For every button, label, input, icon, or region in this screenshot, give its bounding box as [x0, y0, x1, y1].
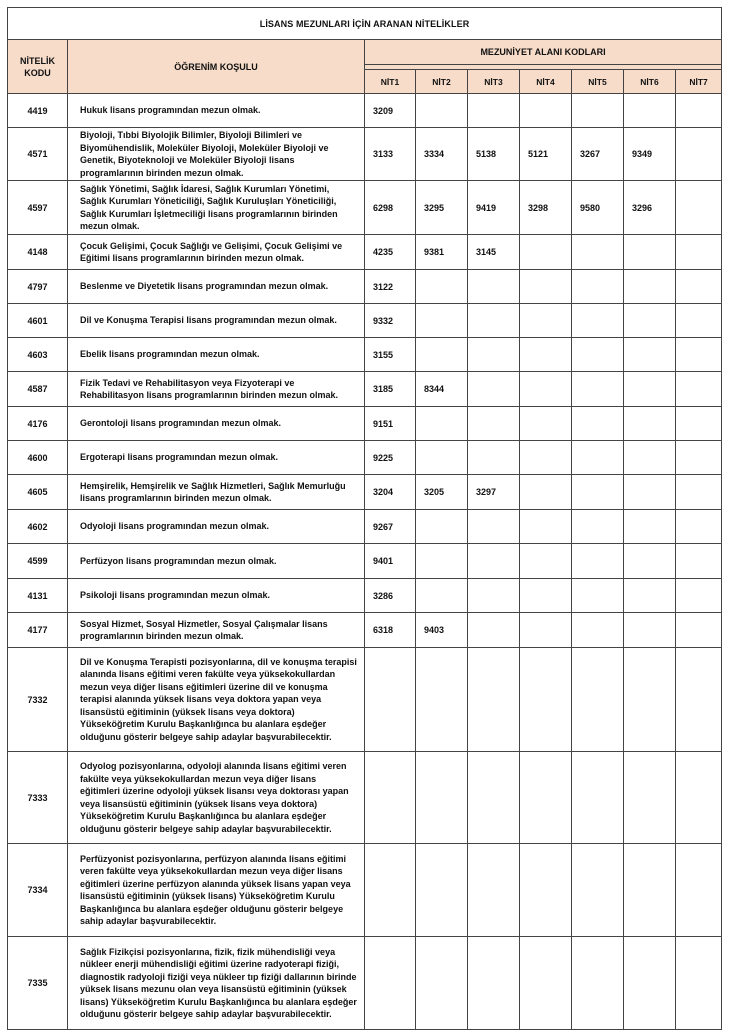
nit7-value-cell [676, 441, 722, 475]
table-row [8, 304, 722, 338]
nit5-value-cell [572, 648, 624, 752]
nit-column-header: NİT7 [676, 70, 722, 94]
nit4-value-cell [520, 338, 572, 372]
table-row [8, 544, 722, 579]
nit2-value-cell: 9381 [416, 235, 468, 270]
nit4-value-cell: 3298 [520, 181, 572, 235]
nit6-value-cell [624, 648, 676, 752]
table-row [8, 613, 722, 648]
table-row [8, 338, 722, 372]
nit7-value-cell [676, 304, 722, 338]
nit1-value-cell: 3185 [365, 372, 416, 407]
nit1-value-cell: 3133 [365, 128, 416, 181]
nit3-value-cell [468, 270, 520, 304]
nitelik-code-cell: 4599 [8, 544, 68, 579]
nit-column-header: NİT2 [416, 70, 468, 94]
nit6-value-cell [624, 338, 676, 372]
ogrenim-kosulu-cell: Perfüzyon lisans programından mezun olmak. [68, 544, 365, 579]
nit4-value-cell [520, 579, 572, 613]
nit5-value-cell [572, 270, 624, 304]
mezuniyet-alani-header: MEZUNİYET ALANI KODLARI [365, 40, 722, 65]
nit6-value-cell: 3296 [624, 181, 676, 235]
nit2-value-cell [416, 579, 468, 613]
nitelik-code-cell: 4148 [8, 235, 68, 270]
nit7-value-cell [676, 544, 722, 579]
nit7-value-cell [676, 181, 722, 235]
nitelik-code-cell: 4597 [8, 181, 68, 235]
table-row [8, 475, 722, 510]
nit1-value-cell: 9401 [365, 544, 416, 579]
nit-column-header: NİT6 [624, 70, 676, 94]
table-row [8, 844, 722, 937]
nitelik-code-cell: 4603 [8, 338, 68, 372]
nit4-value-cell [520, 372, 572, 407]
ogrenim-kosulu-cell: Ergoterapi lisans programından mezun olmak. [68, 441, 365, 475]
nit5-value-cell [572, 544, 624, 579]
nit1-value-cell: 9267 [365, 510, 416, 544]
nit5-value-cell [572, 613, 624, 648]
nit7-value-cell [676, 613, 722, 648]
nitelik-code-cell: 4177 [8, 613, 68, 648]
nit3-value-cell [468, 304, 520, 338]
nit4-value-cell [520, 270, 572, 304]
nit4-value-cell [520, 235, 572, 270]
nitelik-kodu-header [8, 40, 68, 94]
table-row [8, 752, 722, 844]
nit3-value-cell [468, 94, 520, 128]
nit-column-header: NİT1 [365, 70, 416, 94]
nit5-value-cell [572, 235, 624, 270]
nit2-value-cell [416, 937, 468, 1030]
nit2-value-cell [416, 844, 468, 937]
nit5-value-cell [572, 579, 624, 613]
nitelik-code-cell: 7334 [8, 844, 68, 937]
nit4-value-cell [520, 475, 572, 510]
nit7-value-cell [676, 475, 722, 510]
nit3-value-cell [468, 407, 520, 441]
nit7-value-cell [676, 752, 722, 844]
nit7-value-cell [676, 338, 722, 372]
nit1-value-cell: 9151 [365, 407, 416, 441]
nit7-value-cell [676, 407, 722, 441]
ogrenim-kosulu-cell: Hukuk lisans programından mezun olmak. [68, 94, 365, 128]
qualifications-table-wrapper [7, 7, 721, 1030]
ogrenim-kosulu-cell: Sağlık Fizikçisi pozisyonlarına, fizik, fizik mühendisliği veya nükleer enerji mühendisliği eğitimi üzerine radyoterapi fiziği, diagnostik radyoloji fiziği veya nükleer tıp fiziği dallarının birinde yüksek lisans mezunu olan veya lisansüstü eğitiminin (yüksek lisans) Yükseköğretim Kurulu Başkanlığınca bu alanlara eşdeğer olduğunu gösterir belgeye sahip adaylar başvurabilecektir. [68, 937, 365, 1030]
table-row [8, 128, 722, 181]
nit3-value-cell [468, 441, 520, 475]
nit5-value-cell [572, 441, 624, 475]
nit4-value-cell [520, 304, 572, 338]
nit4-value-cell [520, 937, 572, 1030]
nit6-value-cell [624, 937, 676, 1030]
nit7-value-cell [676, 648, 722, 752]
table-row [8, 648, 722, 752]
table-row [8, 372, 722, 407]
nit5-value-cell [572, 475, 624, 510]
nit4-value-cell [520, 648, 572, 752]
nitelik-code-cell: 4176 [8, 407, 68, 441]
nit2-value-cell: 3205 [416, 475, 468, 510]
table-row [8, 441, 722, 475]
table-title: LİSANS MEZUNLARI İÇİN ARANAN NİTELİKLER [8, 8, 722, 40]
nit1-value-cell: 4235 [365, 235, 416, 270]
ogrenim-kosulu-cell: Sağlık Yönetimi, Sağlık İdaresi, Sağlık Kurumları Yönetimi, Sağlık Kurumları Yöneticiliği, Sağlık Kuruluşları Yöneticiliği, Sağlık Kurumları İşletmeciliği lisans programlarının birinden mezun olmak. [68, 181, 365, 235]
nit3-value-cell [468, 648, 520, 752]
nit7-value-cell [676, 235, 722, 270]
nit4-value-cell [520, 752, 572, 844]
nit1-value-cell: 9332 [365, 304, 416, 338]
nit3-value-cell: 5138 [468, 128, 520, 181]
nit6-value-cell [624, 579, 676, 613]
nit3-value-cell [468, 338, 520, 372]
nit4-value-cell [520, 510, 572, 544]
nit5-value-cell [572, 94, 624, 128]
table-row [8, 235, 722, 270]
nitelik-code-cell: 7332 [8, 648, 68, 752]
nit6-value-cell: 9349 [624, 128, 676, 181]
nit7-value-cell [676, 510, 722, 544]
nit2-value-cell: 9403 [416, 613, 468, 648]
nit3-value-cell: 3145 [468, 235, 520, 270]
nit4-value-cell [520, 613, 572, 648]
nit5-value-cell: 3267 [572, 128, 624, 181]
nitelik-code-cell: 4571 [8, 128, 68, 181]
nit1-value-cell: 3209 [365, 94, 416, 128]
nit4-value-cell [520, 844, 572, 937]
ogrenim-kosulu-cell: Psikoloji lisans programından mezun olmak. [68, 579, 365, 613]
ogrenim-kosulu-cell: Sosyal Hizmet, Sosyal Hizmetler, Sosyal Çalışmalar lisans programlarının birinden mezun olmak. [68, 613, 365, 648]
nit2-value-cell [416, 752, 468, 844]
nit2-value-cell: 3334 [416, 128, 468, 181]
nit-column-header: NİT4 [520, 70, 572, 94]
nit6-value-cell [624, 613, 676, 648]
nit7-value-cell [676, 372, 722, 407]
nit7-value-cell [676, 94, 722, 128]
nit2-value-cell: 3295 [416, 181, 468, 235]
nit4-value-cell [520, 407, 572, 441]
nit1-value-cell: 3204 [365, 475, 416, 510]
table-row [8, 94, 722, 128]
nit3-value-cell [468, 613, 520, 648]
nit1-value-cell [365, 648, 416, 752]
ogrenim-kosulu-cell: Gerontoloji lisans programından mezun olmak. [68, 407, 365, 441]
nit2-value-cell [416, 338, 468, 372]
nitelik-code-cell: 4587 [8, 372, 68, 407]
nit6-value-cell [624, 372, 676, 407]
ogrenim-kosulu-cell: Dil ve Konuşma Terapisi lisans programından mezun olmak. [68, 304, 365, 338]
nit5-value-cell [572, 372, 624, 407]
table-row [8, 579, 722, 613]
ogrenim-kosulu-cell: Odyoloji lisans programından mezun olmak. [68, 510, 365, 544]
nit3-value-cell [468, 844, 520, 937]
nit6-value-cell [624, 304, 676, 338]
nit5-value-cell [572, 937, 624, 1030]
nit5-value-cell: 9580 [572, 181, 624, 235]
nit7-value-cell [676, 128, 722, 181]
nit4-value-cell [520, 94, 572, 128]
nit1-value-cell: 6318 [365, 613, 416, 648]
nit6-value-cell [624, 235, 676, 270]
nit6-value-cell [624, 407, 676, 441]
nit3-value-cell [468, 579, 520, 613]
nit6-value-cell [624, 441, 676, 475]
nit2-value-cell [416, 270, 468, 304]
nit2-value-cell [416, 510, 468, 544]
nit7-value-cell [676, 579, 722, 613]
nit3-value-cell: 9419 [468, 181, 520, 235]
nit1-value-cell [365, 752, 416, 844]
nit6-value-cell [624, 94, 676, 128]
nit7-value-cell [676, 270, 722, 304]
nitelik-code-cell: 4797 [8, 270, 68, 304]
table-row [8, 407, 722, 441]
nit1-value-cell [365, 937, 416, 1030]
nit7-value-cell [676, 937, 722, 1030]
nit1-value-cell: 6298 [365, 181, 416, 235]
table-body [8, 94, 722, 1030]
nit2-value-cell [416, 94, 468, 128]
nit3-value-cell: 3297 [468, 475, 520, 510]
nitelik-code-cell: 4602 [8, 510, 68, 544]
nit1-value-cell: 3122 [365, 270, 416, 304]
nit1-value-cell: 9225 [365, 441, 416, 475]
ogrenim-kosulu-cell: Odyolog pozisyonlarına, odyoloji alanında lisans eğitimi veren fakülte veya yüksekokullardan mezun veya diğer lisans eğitimleri üzerine odyoloji yüksek lisansı veya doktorası yapan veya lisansüstü eğitiminin (yüksek lisans veya doktora) Yükseköğretim Kurulu Başkanlığınca bu alanlara eşdeğer olduğunu gösterir belgeye sahip adaylar başvurabilecektir. [68, 752, 365, 844]
nit6-value-cell [624, 544, 676, 579]
ogrenim-kosulu-cell: Biyoloji, Tıbbi Biyolojik Bilimler, Biyoloji Bilimleri ve Biyomühendislik, Moleküler Biyoloji, Moleküler Biyoloji ve Genetik, Biyoteknoloji ve Moleküler Biyoloji lisans programlarının birinden mezun olmak. [68, 128, 365, 181]
nit6-value-cell [624, 844, 676, 937]
nit2-value-cell [416, 304, 468, 338]
ogrenim-kosulu-cell: Fizik Tedavi ve Rehabilitasyon veya Fizyoterapi ve Rehabilitasyon lisans programlarının birinden mezun olmak. [68, 372, 365, 407]
ogrenim-kosulu-cell: Hemşirelik, Hemşirelik ve Sağlık Hizmetleri, Sağlık Memurluğu lisans programlarının birinden mezun olmak. [68, 475, 365, 510]
nit2-value-cell: 8344 [416, 372, 468, 407]
nitelik-code-cell: 4605 [8, 475, 68, 510]
nit2-value-cell [416, 407, 468, 441]
nit-column-header: NİT5 [572, 70, 624, 94]
ogrenim-kosulu-cell: Beslenme ve Diyetetik lisans programından mezun olmak. [68, 270, 365, 304]
nit5-value-cell [572, 844, 624, 937]
nit3-value-cell [468, 372, 520, 407]
nitelik-kodu-header-line1: NİTELİK [20, 55, 55, 66]
nit6-value-cell [624, 270, 676, 304]
nit7-value-cell [676, 844, 722, 937]
nit5-value-cell [572, 752, 624, 844]
qualifications-table [7, 7, 722, 1030]
nit2-value-cell [416, 648, 468, 752]
nit1-value-cell [365, 844, 416, 937]
nit1-value-cell: 3286 [365, 579, 416, 613]
nit5-value-cell [572, 304, 624, 338]
nit4-value-cell [520, 544, 572, 579]
nitelik-code-cell: 4601 [8, 304, 68, 338]
nit6-value-cell [624, 475, 676, 510]
nitelik-code-cell: 7333 [8, 752, 68, 844]
nit1-value-cell: 3155 [365, 338, 416, 372]
nit4-value-cell: 5121 [520, 128, 572, 181]
table-row [8, 937, 722, 1030]
nit5-value-cell [572, 338, 624, 372]
nit2-value-cell [416, 441, 468, 475]
nitelik-code-cell: 4600 [8, 441, 68, 475]
nit4-value-cell [520, 441, 572, 475]
ogrenim-kosulu-header: ÖĞRENİM KOŞULU [68, 40, 365, 94]
nit5-value-cell [572, 510, 624, 544]
nit5-value-cell [572, 407, 624, 441]
table-row [8, 181, 722, 235]
nitelik-code-cell: 4419 [8, 94, 68, 128]
nit3-value-cell [468, 510, 520, 544]
ogrenim-kosulu-cell: Dil ve Konuşma Terapisti pozisyonlarına, dil ve konuşma terapisi alanında lisans eğitimi veren fakülte veya yüksekokullardan mezun veya diğer lisans eğitimleri üzerine dil ve konuşma terapisi alanında yüksek lisans veya doktora yapan veya lisansüstü eğitiminin (yüksek lisans veya doktora) Yükseköğretim Kurulu Başkanlığınca bu alanlara eşdeğer olduğunu gösterir belgeye sahip adaylar başvurabilecektir. [68, 648, 365, 752]
ogrenim-kosulu-cell: Çocuk Gelişimi, Çocuk Sağlığı ve Gelişimi, Çocuk Gelişimi ve Eğitimi lisans programlarının birinden mezun olmak. [68, 235, 365, 270]
nitelik-kodu-header-line2: KODU [24, 67, 51, 78]
nit3-value-cell [468, 752, 520, 844]
ogrenim-kosulu-cell: Ebelik lisans programından mezun olmak. [68, 338, 365, 372]
nit2-value-cell [416, 544, 468, 579]
nit-column-header: NİT3 [468, 70, 520, 94]
table-row [8, 510, 722, 544]
nitelik-code-cell: 7335 [8, 937, 68, 1030]
nit3-value-cell [468, 544, 520, 579]
ogrenim-kosulu-cell: Perfüzyonist pozisyonlarına, perfüzyon alanında lisans eğitimi veren fakülte veya yüksekokullardan mezun veya diğer lisans eğitimleri üzerine perfüzyon alanında yüksek lisans yapan veya lisansüstü eğitiminin (yüksek lisans) Yükseköğretim Kurulu Başkanlığınca bu alanlara eşdeğer olduğunu gösterir belgeye sahip adaylar başvurabilecektir. [68, 844, 365, 937]
nit3-value-cell [468, 937, 520, 1030]
nit6-value-cell [624, 752, 676, 844]
table-row [8, 270, 722, 304]
nitelik-code-cell: 4131 [8, 579, 68, 613]
nit6-value-cell [624, 510, 676, 544]
